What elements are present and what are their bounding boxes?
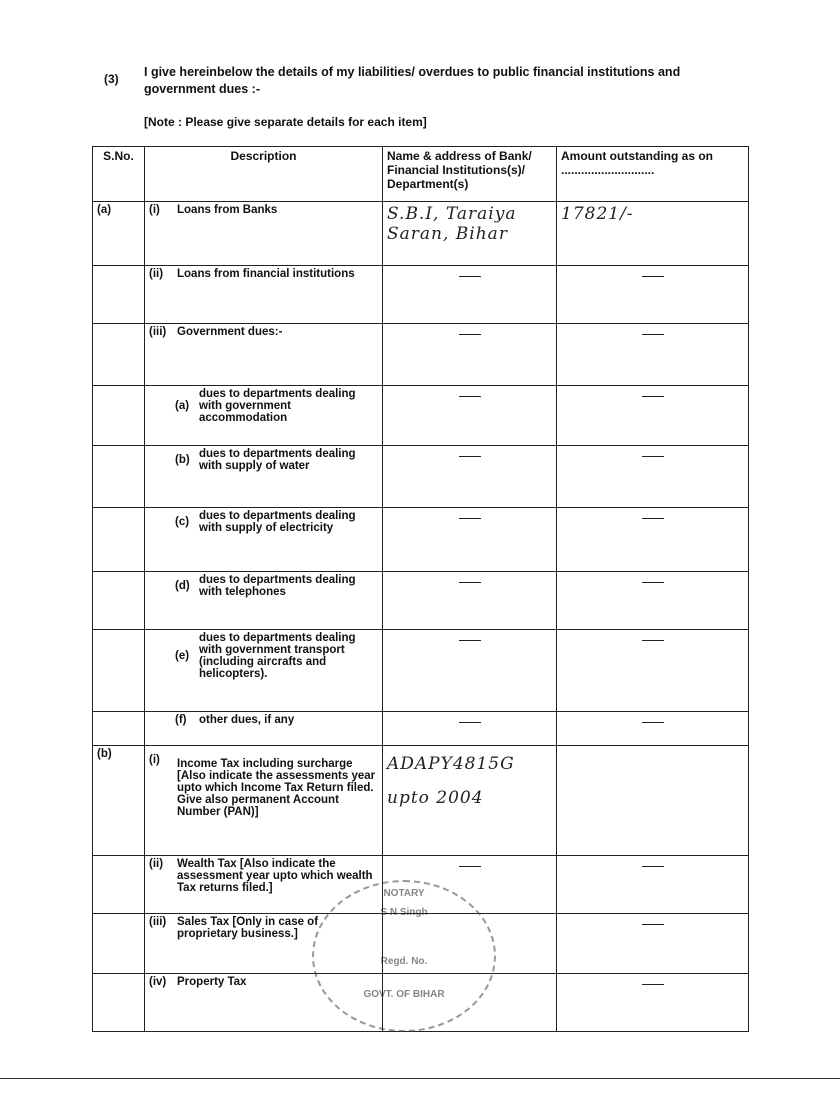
stamp-line: NOTARY <box>383 888 425 899</box>
dash-mark <box>459 456 481 457</box>
header-description: Description <box>145 147 383 202</box>
page-bottom-rule <box>0 1078 840 1079</box>
stamp-line: Regd. No. <box>380 956 428 967</box>
sub-number: (b) <box>175 454 190 466</box>
dash-mark <box>642 640 664 641</box>
row-description: Loans from financial institutions <box>177 268 355 280</box>
table-row <box>93 446 749 508</box>
table-row <box>93 386 749 446</box>
sub-number: (f) <box>175 714 187 726</box>
dash-mark <box>642 984 664 985</box>
row-number: (i) <box>149 204 160 216</box>
header-amount: Amount outstanding as on ............................ <box>557 147 749 202</box>
stamp-line: GOVT. OF BIHAR <box>363 989 445 1000</box>
sub-number: (d) <box>175 580 190 592</box>
table-row <box>93 202 749 266</box>
row-number: (i) <box>149 754 160 766</box>
dash-mark <box>642 518 664 519</box>
row-description: dues to departments dealing with telephones <box>199 574 356 598</box>
handwritten-bank-name: S.B.I, Taraiya Saran, Bihar <box>387 204 517 244</box>
section-intro: I give hereinbelow the details of my liabilities/ overdues to public financial institutions and government dues :- <box>144 65 681 96</box>
row-description: Property Tax <box>177 976 247 988</box>
row-description: Wealth Tax [Also indicate the assessment year upto which wealth Tax returns filed.] <box>177 858 373 894</box>
table-row <box>93 266 749 324</box>
row-number: (iv) <box>149 976 167 988</box>
dash-mark <box>459 640 481 641</box>
row-number: (iii) <box>149 326 167 338</box>
row-description: dues to departments dealing with government transport (including aircrafts and helicopters). <box>199 632 356 680</box>
row-description: other dues, if any <box>199 714 295 726</box>
dash-mark <box>642 334 664 335</box>
sub-number: (a) <box>175 400 190 412</box>
dash-mark <box>459 866 481 867</box>
dash-mark <box>642 866 664 867</box>
handwritten-assessment-year: upto 2004 <box>387 788 484 808</box>
dash-mark <box>459 582 481 583</box>
section-note: [Note : Please give separate details for each item] <box>144 115 427 129</box>
dash-mark <box>642 582 664 583</box>
dash-mark <box>459 722 481 723</box>
row-description: dues to departments dealing with supply of water <box>199 448 356 472</box>
header-bank: Name & address of Bank/ Financial Institutions(s)/ Department(s) <box>383 147 557 202</box>
table-row <box>93 572 749 630</box>
dash-mark <box>642 924 664 925</box>
table-row <box>93 712 749 746</box>
notary-stamp <box>312 880 496 1032</box>
dash-mark <box>459 334 481 335</box>
row-sno: (b) <box>93 746 145 856</box>
table-row <box>93 630 749 712</box>
row-description: dues to departments dealing with government accommodation <box>199 388 356 424</box>
dash-mark <box>459 396 481 397</box>
row-description: Income Tax including surcharge [Also indicate the assessments year upto which Income Tax Return filed. Give also permanent Account Number (PAN)] <box>177 758 376 818</box>
row-description: dues to departments dealing with supply of electricity <box>199 510 356 534</box>
dash-mark <box>642 722 664 723</box>
dash-mark <box>642 396 664 397</box>
sub-number: (e) <box>175 650 190 662</box>
table-row <box>93 508 749 572</box>
dash-mark <box>459 518 481 519</box>
dash-mark <box>459 276 481 277</box>
handwritten-amount: 17821/- <box>561 204 634 224</box>
row-description: Loans from Banks <box>177 204 278 216</box>
handwritten-pan: ADAPY4815G <box>387 754 515 774</box>
stamp-line: S N Singh <box>380 907 428 918</box>
dash-mark <box>642 276 664 277</box>
row-number: (iii) <box>149 916 167 928</box>
dash-mark <box>642 456 664 457</box>
row-description: Sales Tax [Only in case of proprietary business.] <box>177 916 319 940</box>
row-number: (ii) <box>149 858 164 870</box>
section-number: (3) <box>104 72 119 86</box>
row-sno: (a) <box>93 202 145 266</box>
row-description: Government dues:- <box>177 326 283 338</box>
row-number: (ii) <box>149 268 164 280</box>
table-row <box>93 746 749 856</box>
sub-number: (c) <box>175 516 190 528</box>
table-row <box>93 324 749 386</box>
header-sno: S.No. <box>93 147 145 202</box>
